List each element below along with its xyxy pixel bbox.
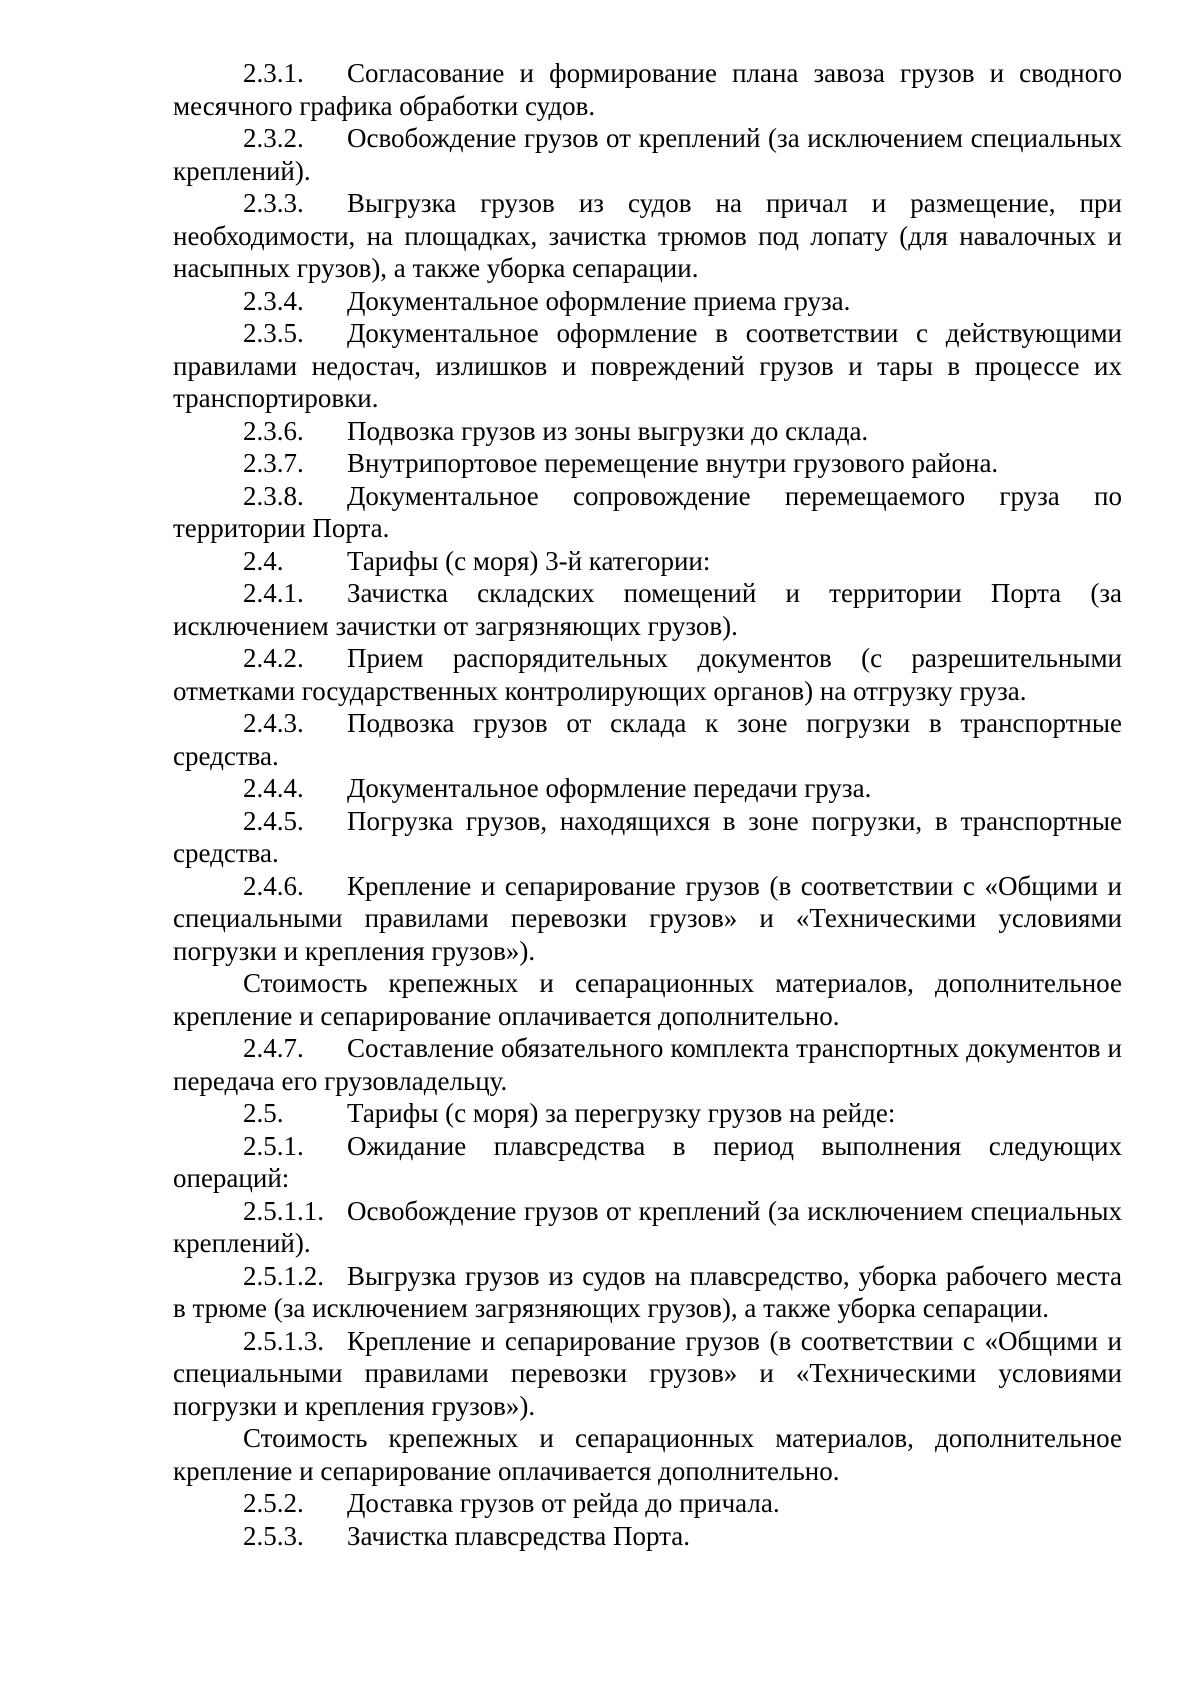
document-paragraph (173, 187, 1122, 285)
paragraph-text: Тарифы (с моря) за перегрузку грузов на рейде: (347, 1098, 896, 1128)
document-paragraph (173, 1422, 1122, 1487)
paragraph-text: Освобождение грузов от креплений (за исключением специальных креплений). (173, 123, 1122, 186)
document-paragraph (173, 1325, 1122, 1423)
paragraph-text: Тарифы (с моря) 3-й категории: (347, 545, 711, 576)
paragraph-number: 2.3.3. (243, 188, 304, 218)
document-paragraph (173, 1130, 1122, 1195)
document-paragraph (173, 1260, 1122, 1325)
document-paragraph (173, 805, 1122, 870)
paragraph-number: 2.4.2. (243, 643, 304, 673)
paragraph-number: 2.5.3. (243, 1520, 304, 1551)
document-paragraph (173, 1520, 1122, 1553)
paragraph-number: 2.3.5. (243, 318, 304, 348)
document-paragraph (173, 285, 1122, 318)
document-paragraph (173, 447, 1122, 480)
document-paragraph (173, 1195, 1122, 1260)
document-paragraph (173, 577, 1122, 642)
paragraph-text: Прием распорядительных документов (с разрешительными отметками государственных контролирующих органов) на отгрузку груза. (173, 643, 1122, 706)
document-paragraph (173, 707, 1122, 772)
document-paragraph (173, 122, 1122, 187)
paragraph-number: 2.3.8. (243, 480, 304, 511)
paragraph-text: Доставка грузов от рейда до причала. (347, 1488, 780, 1518)
paragraph-text: Ожидание плавсредства в период выполнения следующих операций: (173, 1130, 1122, 1193)
paragraph-text: Подвозка грузов от склада к зоне погрузки в транспортные средства. (173, 708, 1122, 771)
paragraph-number: 2.5.1.1. (243, 1195, 324, 1226)
paragraph-text: Стоимость крепежных и сепарационных материалов, дополнительное крепление и сепарирование оплачивается дополнительно. (173, 1423, 1122, 1486)
paragraph-text: Стоимость крепежных и сепарационных материалов, дополнительное крепление и сепарирование оплачивается дополнительно. (173, 968, 1122, 1031)
document-paragraph (173, 480, 1122, 545)
paragraph-number: 2.4.3. (243, 708, 304, 738)
paragraph-text: Выгрузка грузов из судов на причал и размещение, при необходимости, на площадках, зачистка трюмов под лопату (для навалочных и насыпных грузов), а также уборка сепарации. (173, 188, 1122, 283)
paragraph-text: Крепление и сепарирование грузов (в соответствии с «Общими и специальными правилами перевозки грузов» и «Техническими условиями погрузки и крепления грузов»). (173, 870, 1122, 966)
document-paragraph (173, 870, 1122, 968)
paragraph-text: Согласование и формирование плана завоза грузов и сводного месячного графика обработки судов. (173, 58, 1122, 121)
document-paragraph (173, 772, 1122, 805)
paragraph-text: Погрузка грузов, находящихся в зоне погрузки, в транспортные средства. (173, 805, 1122, 868)
paragraph-number: 2.4.7. (243, 1033, 304, 1063)
paragraph-text: Крепление и сепарирование грузов (в соответствии с «Общими и специальными правилами перевозки грузов» и «Техническими условиями погрузки и крепления грузов»). (173, 1325, 1122, 1421)
paragraph-text: Документальное оформление приема груза. (347, 285, 851, 316)
paragraph-text: Подвозка грузов из зоны выгрузки до склада. (347, 415, 869, 446)
document-paragraph (173, 317, 1122, 415)
document-paragraph (173, 415, 1122, 448)
paragraph-text: Документальное сопровождение перемещаемого груза по территории Порта. (173, 480, 1122, 543)
paragraph-text: Внутрипортовое перемещение внутри грузового района. (347, 448, 999, 478)
paragraph-number: 2.4.1. (243, 578, 304, 608)
document-paragraph (173, 1097, 1122, 1130)
paragraph-number: 2.4.4. (243, 773, 304, 803)
paragraph-number: 2.5.1.2. (243, 1260, 324, 1291)
paragraph-text: Зачистка плавсредства Порта. (347, 1520, 690, 1551)
paragraph-text: Документальное оформление в соответствии с действующими правилами недостач, излишков и повреждений грузов и тары в процессе их транспортировки. (173, 318, 1122, 413)
paragraph-text: Составление обязательного комплекта транспортных документов и передача его грузовладельцу. (173, 1033, 1122, 1096)
paragraph-number: 2.3.6. (243, 415, 304, 446)
paragraph-number: 2.4. (243, 545, 284, 576)
document-paragraph (173, 57, 1122, 122)
document-body (173, 57, 1122, 1552)
paragraph-number: 2.5. (243, 1098, 284, 1128)
paragraph-text: Освобождение грузов от креплений (за исключением специальных креплений). (173, 1195, 1122, 1258)
paragraph-text: Документальное оформление передачи груза. (347, 773, 872, 803)
paragraph-number: 2.5.1.3. (243, 1325, 324, 1356)
paragraph-number: 2.5.2. (243, 1488, 304, 1518)
document-paragraph (173, 1032, 1122, 1097)
paragraph-number: 2.4.5. (243, 805, 304, 836)
paragraph-text: Зачистка складских помещений и территории Порта (за исключением зачистки от загрязняющих грузов). (173, 578, 1122, 641)
document-paragraph (173, 967, 1122, 1032)
paragraph-number: 2.3.4. (243, 285, 304, 316)
paragraph-number: 2.4.6. (243, 870, 304, 901)
paragraph-number: 2.3.1. (243, 58, 304, 88)
document-paragraph (173, 1487, 1122, 1520)
paragraph-number: 2.3.2. (243, 123, 304, 153)
paragraph-text: Выгрузка грузов из судов на плавсредство, уборка рабочего места в трюме (за исключением загрязняющих грузов), а также уборка сепарации. (173, 1260, 1122, 1323)
document-paragraph (173, 545, 1122, 578)
paragraph-number: 2.3.7. (243, 448, 304, 478)
document-paragraph (173, 642, 1122, 707)
paragraph-number: 2.5.1. (243, 1130, 304, 1161)
